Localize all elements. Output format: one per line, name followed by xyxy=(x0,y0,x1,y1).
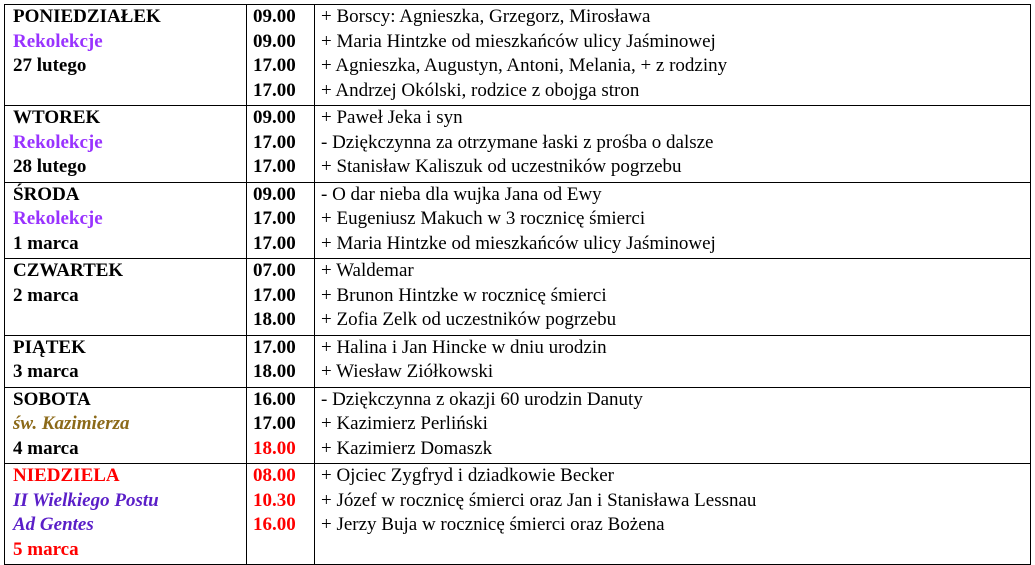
mass-intention: + Maria Hintzke od mieszkańców ulicy Jaśminowej xyxy=(321,232,716,254)
day-detail: 1 marca xyxy=(13,232,79,254)
mass-intention: + Jerzy Buja w rocznicę śmierci oraz Bożena xyxy=(321,514,665,535)
day-name: SOBOTA xyxy=(13,388,91,410)
intention-cell xyxy=(315,464,1031,565)
day-detail: 2 marca xyxy=(13,284,79,306)
mass-intention: + Kazimierz Perliński xyxy=(321,413,488,434)
day-name: ŚRODA xyxy=(13,183,80,205)
day-name: PIĄTEK xyxy=(13,336,86,358)
intention-cell xyxy=(315,5,1031,106)
mass-time: 18.00 xyxy=(253,361,296,382)
day-detail: Rekolekcje xyxy=(13,131,103,153)
mass-intention: + Andrzej Okólski, rodzice z obojga stron xyxy=(321,79,640,101)
time-cell xyxy=(247,259,315,336)
mass-time: 17.00 xyxy=(253,208,296,229)
intention-cell xyxy=(315,259,1031,336)
mass-time: 18.00 xyxy=(253,437,296,459)
time-cell xyxy=(247,464,315,565)
mass-time: 08.00 xyxy=(253,465,296,486)
day-cell xyxy=(5,5,247,106)
time-cell xyxy=(247,335,315,387)
day-cell xyxy=(5,259,247,336)
mass-time: 09.00 xyxy=(253,107,296,128)
time-cell xyxy=(247,106,315,183)
intention-cell xyxy=(315,106,1031,183)
day-name: PONIEDZIAŁEK xyxy=(13,6,161,27)
mass-time: 17.00 xyxy=(253,232,296,254)
mass-intention: + Paweł Jeka i syn xyxy=(321,107,463,128)
mass-time: 09.00 xyxy=(253,30,296,52)
mass-schedule-table xyxy=(4,4,1031,565)
mass-intention: + Eugeniusz Makuch w 3 rocznicę śmierci xyxy=(321,208,646,229)
day-cell xyxy=(5,335,247,387)
mass-intention: + Halina i Jan Hincke w dniu urodzin xyxy=(321,336,607,358)
day-row xyxy=(5,335,1031,387)
mass-intention: + Kazimierz Domaszk xyxy=(321,437,493,459)
mass-time: 10.30 xyxy=(253,489,296,511)
mass-time: 17.00 xyxy=(253,336,296,358)
mass-intention: + Waldemar xyxy=(321,260,414,281)
mass-intention: + Józef w rocznicę śmierci oraz Jan i Stanisława Lessnau xyxy=(321,489,757,511)
day-row xyxy=(5,182,1031,259)
mass-time: 17.00 xyxy=(253,284,296,306)
mass-intention: - O dar nieba dla wujka Jana od Ewy xyxy=(321,183,602,205)
mass-time: 17.00 xyxy=(253,131,296,153)
time-cell xyxy=(247,5,315,106)
day-detail: Rekolekcje xyxy=(13,30,103,52)
intention-cell xyxy=(315,335,1031,387)
mass-intention: + Borscy: Agnieszka, Grzegorz, Mirosława xyxy=(321,6,651,27)
day-detail: 28 lutego xyxy=(13,156,87,177)
mass-intention: + Maria Hintzke od mieszkańców ulicy Jaśminowej xyxy=(321,30,716,52)
mass-time: 18.00 xyxy=(253,309,296,330)
day-detail: 5 marca xyxy=(13,538,79,560)
intention-cell xyxy=(315,387,1031,464)
schedule-body xyxy=(5,5,1031,565)
mass-time: 16.00 xyxy=(253,388,296,410)
day-name: WTOREK xyxy=(13,107,101,128)
day-name: NIEDZIELA xyxy=(13,465,120,486)
day-cell xyxy=(5,464,247,565)
mass-time: 09.00 xyxy=(253,183,296,205)
day-cell xyxy=(5,182,247,259)
day-row xyxy=(5,259,1031,336)
mass-time: 07.00 xyxy=(253,260,296,281)
day-row xyxy=(5,464,1031,565)
mass-intention: + Ojciec Zygfryd i dziadkowie Becker xyxy=(321,465,614,486)
mass-time: 09.00 xyxy=(253,6,296,27)
mass-intention: + Agnieszka, Augustyn, Antoni, Melania, + z rodziny xyxy=(321,55,728,76)
day-cell xyxy=(5,106,247,183)
day-detail: 27 lutego xyxy=(13,55,87,76)
day-row xyxy=(5,387,1031,464)
mass-intention: + Brunon Hintzke w rocznicę śmierci xyxy=(321,284,607,306)
mass-time: 17.00 xyxy=(253,55,296,76)
mass-intention: + Zofia Zelk od uczestników pogrzebu xyxy=(321,309,617,330)
mass-time: 17.00 xyxy=(253,413,296,434)
day-detail: 3 marca xyxy=(13,361,79,382)
mass-intention: - Dziękczynna za otrzymane łaski z prośba o dalsze xyxy=(321,131,714,153)
day-detail: 4 marca xyxy=(13,437,79,459)
mass-time: 17.00 xyxy=(253,156,296,177)
day-cell xyxy=(5,387,247,464)
day-row xyxy=(5,5,1031,106)
day-detail: Rekolekcje xyxy=(13,208,103,229)
mass-time: 16.00 xyxy=(253,514,296,535)
day-detail: Ad Gentes xyxy=(13,514,94,535)
day-name: CZWARTEK xyxy=(13,260,124,281)
day-row xyxy=(5,106,1031,183)
mass-intention: + Stanisław Kaliszuk od uczestników pogrzebu xyxy=(321,156,682,177)
day-detail: św. Kazimierza xyxy=(13,413,130,434)
day-detail: II Wielkiego Postu xyxy=(13,489,159,511)
mass-time: 17.00 xyxy=(253,79,296,101)
intention-cell xyxy=(315,182,1031,259)
mass-intention: - Dziękczynna z okazji 60 urodzin Danuty xyxy=(321,388,643,410)
time-cell xyxy=(247,182,315,259)
time-cell xyxy=(247,387,315,464)
mass-intention: + Wiesław Ziółkowski xyxy=(321,361,494,382)
